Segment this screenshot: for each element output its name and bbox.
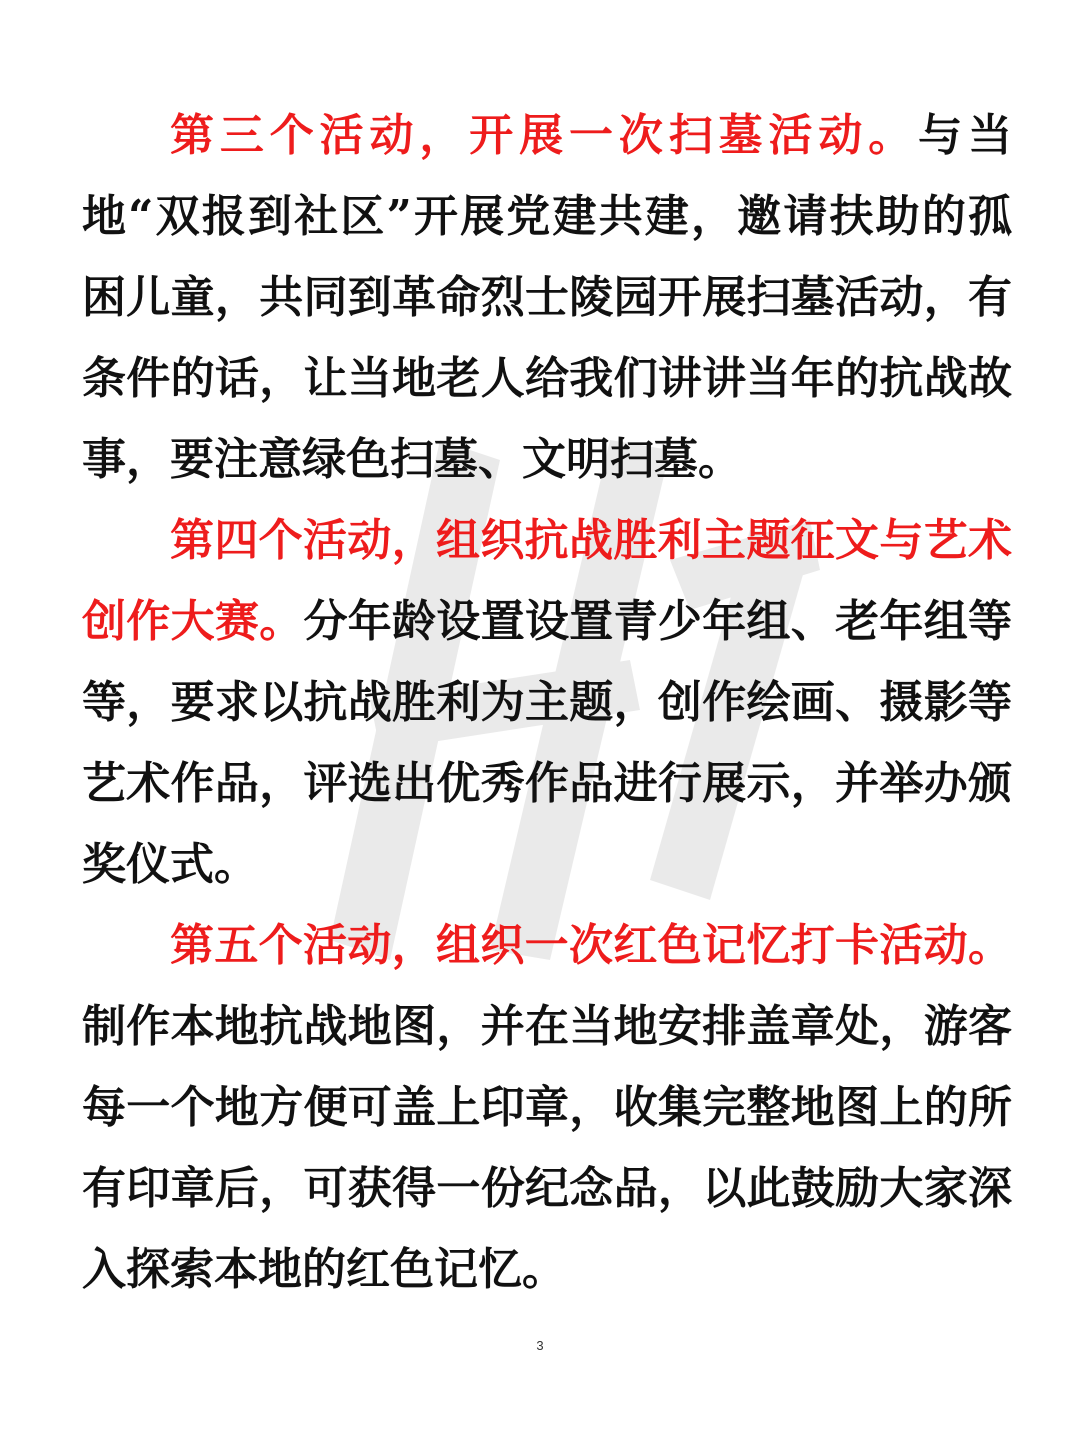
paragraph-activity-5 [82,905,1012,1310]
paragraph-body: 与当地“双报到社区”开展党建共建，邀请扶助的孤困儿童，共同到革命烈士陵园开展扫墓活动，有条件的话，让当地老人给我们讲讲当年的抗战故事，要注意绿色扫墓、文明扫墓。 [82,110,1012,485]
document-body [82,95,1012,1310]
paragraph-heading: 第四个活动，组织抗战胜利主题征文与艺术创作大赛。 [82,515,1012,647]
paragraph-activity-3 [82,95,1012,500]
paragraph-heading: 第五个活动，组织一次红色记忆打卡活动。 [170,920,1012,971]
paragraph-heading: 第三个活动，开展一次扫墓活动。 [170,110,919,161]
paragraph-body: 分年龄设置设置青少年组、老年组等等，要求以抗战胜利为主题，创作绘画、摄影等艺术作品，评选出优秀作品进行展示，并举办颁奖仪式。 [82,596,1012,890]
page-number: 3 [536,1338,544,1353]
paragraph-body: 制作本地抗战地图，并在当地安排盖章处，游客每一个地方便可盖上印章，收集完整地图上的所有印章后，可获得一份纪念品，以此鼓励大家深入探索本地的红色记忆。 [82,1001,1012,1295]
paragraph-activity-4 [82,500,1012,905]
